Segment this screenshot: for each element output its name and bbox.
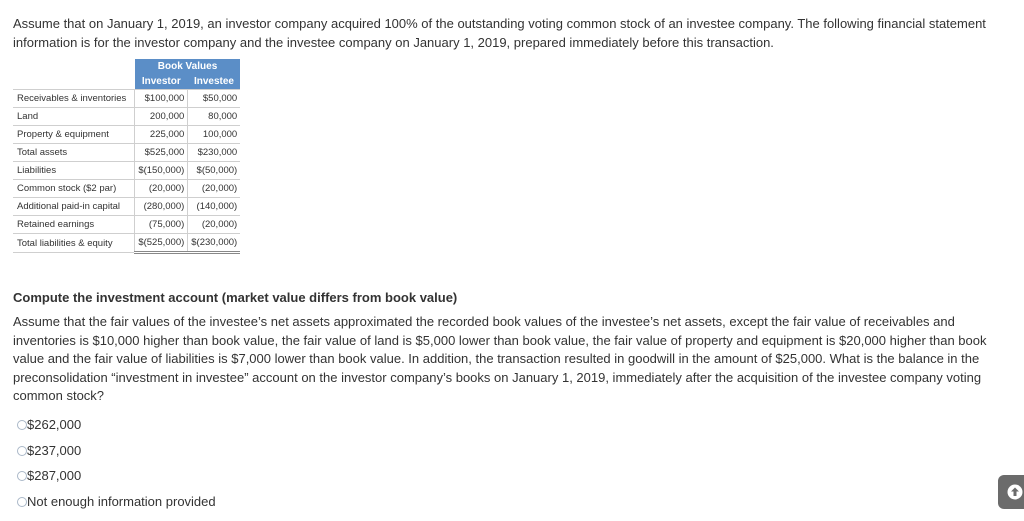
investor-value: (20,000) — [135, 180, 188, 198]
row-label: Property & equipment — [13, 126, 135, 144]
investee-value: 80,000 — [188, 108, 240, 126]
table-row — [13, 108, 240, 126]
investor-value: (280,000) — [135, 198, 188, 216]
investee-value: (20,000) — [188, 216, 240, 234]
table-row — [13, 144, 240, 162]
answer-option[interactable] — [17, 494, 216, 509]
radio-button[interactable] — [17, 420, 27, 430]
blank-header — [13, 74, 135, 90]
table-row — [13, 162, 240, 180]
investor-value: $100,000 — [135, 90, 188, 108]
book-values-header: Book Values — [135, 59, 240, 74]
answer-option[interactable] — [17, 468, 81, 483]
investor-value: (75,000) — [135, 216, 188, 234]
investee-value: 100,000 — [188, 126, 240, 144]
radio-button[interactable] — [17, 446, 27, 456]
question-body: Assume that the fair values of the investee’s net assets approximated the recorded book values of the investee’s net assets, except the fair value of receivables and inventories is $10,000 higher than book value, the fair value of land is $5,000 lower than book value, the fair value of property and equipment is $20,000 higher than book value and the fair value of liabilities is $7,000 lower than book value. In addition, the transaction resulted in goodwill in the amount of $25,000. What is the balance in the preconsolidation “investment in investee” account on the investor company’s books on January 1, 2019, immediately after the acquisition of the investee company voting common stock? — [13, 314, 987, 403]
row-label: Receivables & inventories — [13, 90, 135, 108]
investee-value: $(50,000) — [188, 162, 240, 180]
table-row — [13, 216, 240, 234]
row-label: Liabilities — [13, 162, 135, 180]
option-label: $237,000 — [27, 443, 82, 458]
financial-table — [13, 59, 240, 254]
option-label: Not enough information provided — [27, 494, 216, 509]
radio-button[interactable] — [17, 497, 27, 507]
option-label: $287,000 — [27, 468, 82, 483]
investor-header: Investor — [135, 74, 188, 90]
row-label: Common stock ($2 par) — [13, 180, 135, 198]
table-row — [13, 234, 240, 253]
investee-value: (20,000) — [188, 180, 240, 198]
row-label: Retained earnings — [13, 216, 135, 234]
investor-value: $(150,000) — [135, 162, 188, 180]
investor-value: 200,000 — [135, 108, 188, 126]
intro-text: Assume that on January 1, 2019, an investor company acquired 100% of the outstanding voting common stock of an investee company. The following financial statement information is for the investor company and the investee company on January 1, 2019, prepared immediately before this transaction. — [13, 16, 986, 50]
answer-option[interactable] — [17, 443, 81, 458]
investee-value: $50,000 — [188, 90, 240, 108]
row-label: Land — [13, 108, 135, 126]
investor-value: $525,000 — [135, 144, 188, 162]
investee-header: Investee — [188, 74, 240, 90]
question-title: Compute the investment account (market value differs from book value) — [13, 290, 458, 305]
investee-value: $(230,000) — [188, 234, 240, 253]
investor-value: $(525,000) — [135, 234, 188, 253]
radio-button[interactable] — [17, 471, 27, 481]
table-row — [13, 180, 240, 198]
table-row — [13, 126, 240, 144]
arrow-up-icon — [1007, 484, 1023, 500]
answer-option[interactable] — [17, 417, 81, 432]
investee-value: (140,000) — [188, 198, 240, 216]
row-label: Additional paid-in capital — [13, 198, 135, 216]
table-row — [13, 90, 240, 108]
option-label: $262,000 — [27, 417, 82, 432]
scroll-top-button[interactable] — [998, 475, 1024, 509]
row-label: Total assets — [13, 144, 135, 162]
row-label: Total liabilities & equity — [13, 234, 135, 253]
table-row — [13, 198, 240, 216]
investor-value: 225,000 — [135, 126, 188, 144]
investee-value: $230,000 — [188, 144, 240, 162]
blank-header — [13, 59, 135, 74]
